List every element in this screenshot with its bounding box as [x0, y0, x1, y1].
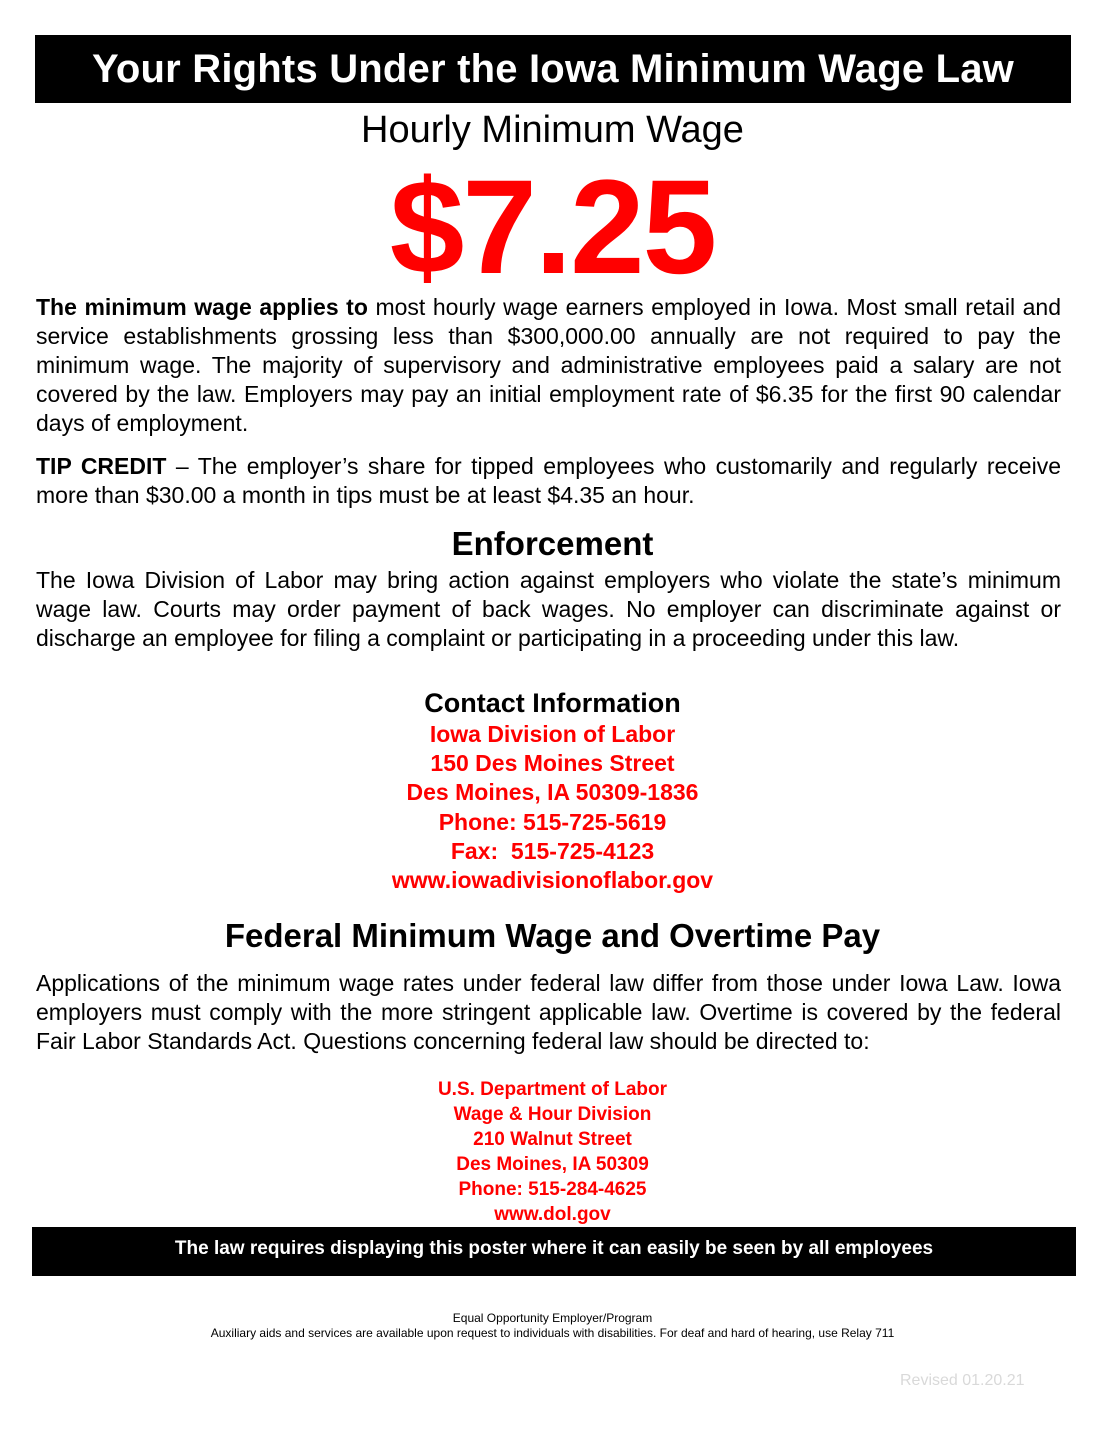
revised-date: Revised 01.20.21 [900, 1372, 1025, 1389]
subtitle: Hourly Minimum Wage [361, 109, 744, 151]
tip-credit-lead: TIP CREDIT [36, 453, 167, 479]
enforcement-heading: Enforcement [451, 525, 654, 562]
federal-contact-block [0, 1077, 1105, 1227]
title-banner [35, 35, 1071, 103]
enforcement-paragraph: The Iowa Division of Labor may bring action against employers who violate the state’s minimum wage law. Courts may order payment of back wages. No employer can discriminate against or discharge an employee for filing a complaint or participating in a proceeding under this law. [36, 567, 1061, 651]
notice-text: The law requires displaying this poster where it can easily be seen by all employees [174, 1238, 934, 1259]
tip-credit-text: – The employer’s share for tipped employees who customarily and regularly receive more than $30.00 a month in tips must be at least $4.35 an hour. [36, 453, 1061, 508]
contact-agency: Iowa Division of Labor [429, 721, 676, 747]
tip-credit-paragraph [36, 452, 1061, 510]
federal-phone: Phone: 515-284-4625 [458, 1179, 647, 1200]
federal-city: Des Moines, IA 50309 [456, 1154, 649, 1175]
federal-heading: Federal Minimum Wage and Overtime Pay [224, 917, 881, 954]
contact-phone: Phone: 515-725-5619 [438, 808, 667, 835]
minimum-wage-amount: $7.25 [389, 153, 716, 302]
footer [0, 1311, 1105, 1341]
coverage-lead: The minimum wage applies to [36, 294, 368, 320]
page-title: Your Rights Under the Iowa Minimum Wage Law [92, 47, 1014, 91]
contact-website-link[interactable]: www.iowadivisionoflabor.gov [391, 867, 714, 894]
footer-accessibility: Auxiliary aids and services are available upon request to individuals with disabilities. For deaf and hard of hearing, use Relay 711 [210, 1326, 895, 1340]
federal-street: 210 Walnut Street [473, 1129, 632, 1150]
contact-street: 150 Des Moines Street [430, 750, 675, 777]
contact-city: Des Moines, IA 50309-1836 [406, 779, 699, 806]
notice-banner [32, 1227, 1076, 1276]
federal-division: Wage & Hour Division [453, 1104, 652, 1125]
footer-eoe: Equal Opportunity Employer/Program [452, 1311, 653, 1325]
federal-website-link[interactable]: www.dol.gov [494, 1204, 611, 1225]
contact-fax: Fax: 515-725-4123 [450, 837, 655, 864]
federal-agency: U.S. Department of Labor [437, 1079, 668, 1100]
contact-heading: Contact Information [424, 688, 681, 718]
coverage-text: most hourly wage earners employed in Iowa. Most small retail and service establishments grossing less than $300,000.00 annually are not required to pay the minimum wage. The majority of supervisory and administrative employees paid a salary are not covered by the law. Employers may pay an initial employment rate of $6.35 for the first 90 calendar days of employment. [36, 294, 1061, 436]
iowa-contact-block [0, 720, 1105, 895]
coverage-paragraph [36, 293, 1061, 438]
federal-paragraph: Applications of the minimum wage rates under federal law differ from those under Iowa Law. Iowa employers must comply with the more stringent applicable law. Overtime is covered by the federal Fair Labor Standards Act. Questions concerning federal law should be directed to: [36, 970, 1061, 1054]
